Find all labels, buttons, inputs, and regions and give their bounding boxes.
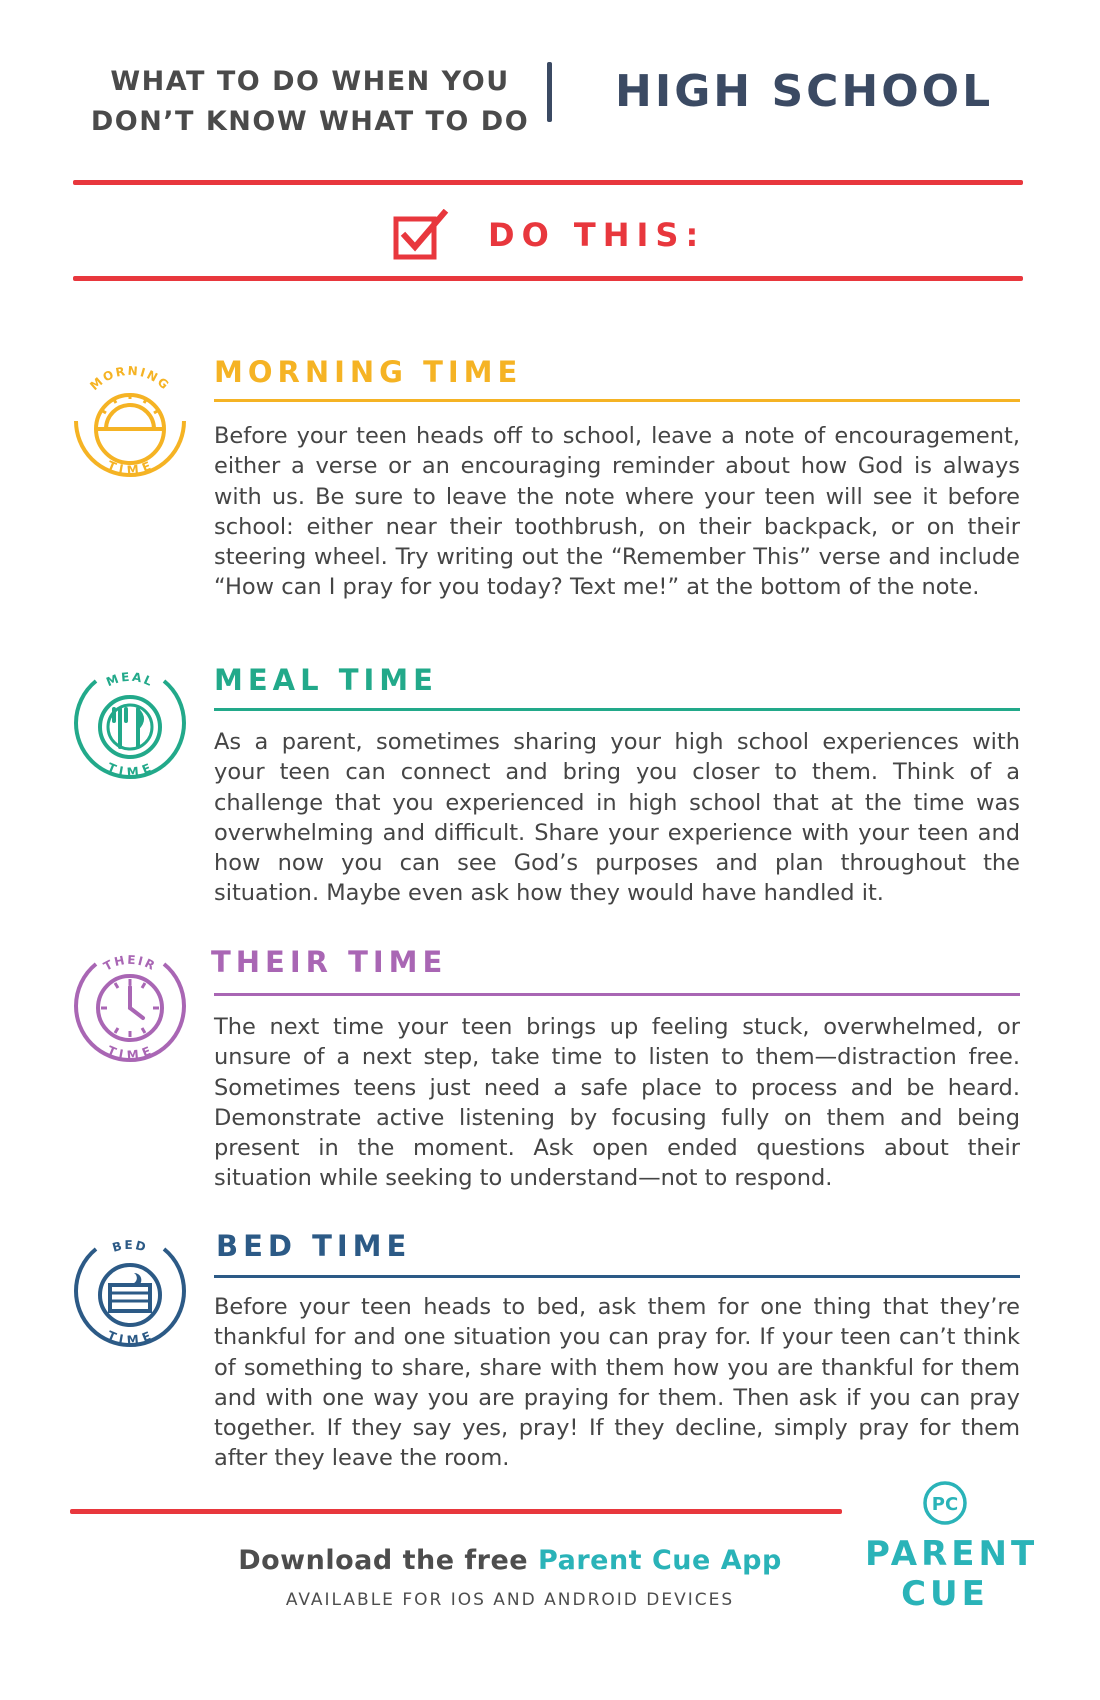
svg-text:MEAL (104, 670, 156, 690)
section-meal (66, 657, 1026, 907)
bed-moon-icon (66, 1227, 194, 1355)
badge-bottom-label: TIME (105, 760, 155, 780)
checkbox-icon (392, 209, 450, 261)
plate-utensils-icon (66, 659, 194, 787)
svg-text:BED (111, 1238, 149, 1255)
footer-download-text: Download the free (238, 1545, 529, 1576)
do-this-banner (392, 205, 705, 265)
section-bed (66, 1225, 1026, 1485)
section-title: MORNING TIME (214, 355, 523, 389)
section-body: Before your teen heads off to school, leave a note of encouragement, either a verse or an encouraging reminder about how God is always with us. Be sure to leave the note where your teen will see it before school: either near their toothbrush, on their backpack, or on their steering wheel. Try writing out the “Remember This” verse and include “How can I pray for you today? Text me!” at the bottom of the note. (214, 423, 1020, 601)
header-divider (547, 62, 552, 122)
section-their (66, 940, 1026, 1190)
parent-cue-logo (865, 1480, 1039, 1614)
svg-text:TIME (105, 1328, 154, 1347)
badge-bottom-label: TIME (105, 458, 155, 478)
section-rule (214, 399, 1020, 402)
badge-bottom-label: TIME (105, 1043, 155, 1063)
header-subtitle (90, 62, 530, 142)
section-rule (214, 1275, 1020, 1278)
parent-cue-logo-mark (922, 1480, 968, 1526)
section-body: As a parent, sometimes sharing your high school experiences with your teen can connect and bring you closer to them. Think of a challenge that you experienced in high school that at the time was overwhelming and difficult. Share your experience with your teen and how now you can see God’s purposes and plan throughout the situation. Maybe even ask how they would have handled it. (214, 729, 1020, 907)
section-body: The next time your teen brings up feeling stuck, overwhelmed, or unsure of a next step, take time to listen to them—distraction free. Sometimes teens just need a safe place to process and be heard. Demonstrate active listening by focusing fully on them and being present in the moment. Ask open ended questions about their situation while seeking to understand—not to respond. (214, 1014, 1020, 1192)
section-rule (214, 993, 1020, 996)
svg-text:MORNING (87, 364, 173, 394)
section-title: MEAL TIME (214, 663, 438, 697)
section-morning (66, 355, 1026, 635)
footer-download (180, 1545, 840, 1576)
badge-top-label: MEAL (104, 669, 157, 690)
logo-word-line2: CUE (901, 1574, 989, 1614)
header-subtitle-line2: DON’T KNOW WHAT TO DO (90, 106, 530, 137)
svg-text:TIME (105, 760, 154, 779)
badge-bottom-label: TIME (105, 1328, 155, 1348)
footer-availability: AVAILABLE FOR IOS AND ANDROID DEVICES (285, 1590, 735, 1610)
badge-top-label: BED (110, 1237, 150, 1255)
logo-word-line1: PARENT (865, 1534, 1039, 1574)
badge-top-label: MORNING (87, 363, 173, 394)
section-body: Before your teen heads to bed, ask them for one thing that they’re thankful for and one situation you can pray for. If your teen can’t think of something to share, share with them how you are thankful for them and with one way you are praying for them. Then ask if you can pray together. If they say yes, pray! If they decline, simply pray for them after they leave the room. (214, 1294, 1020, 1472)
sunrise-icon (66, 357, 194, 485)
badge-top-label: THEIR (101, 952, 159, 974)
clock-icon (66, 942, 194, 1070)
do-this-label: DO THIS: (488, 216, 706, 254)
footer-rule (70, 1509, 842, 1514)
header-subtitle-line1: WHAT TO DO WHEN YOU (110, 66, 510, 97)
svg-text:TIME (105, 1043, 154, 1062)
header-grade: HIGH SCHOOL (615, 66, 994, 117)
section-title: BED TIME (216, 1229, 412, 1263)
section-rule (214, 708, 1020, 711)
top-rule (73, 180, 1023, 185)
logo-mark-text: PC (931, 1494, 959, 1515)
do-this-rule (73, 276, 1023, 281)
footer-app-link[interactable]: Parent Cue App (538, 1545, 782, 1576)
svg-text:THEIR (101, 953, 159, 974)
section-title: THEIR TIME (211, 945, 448, 979)
